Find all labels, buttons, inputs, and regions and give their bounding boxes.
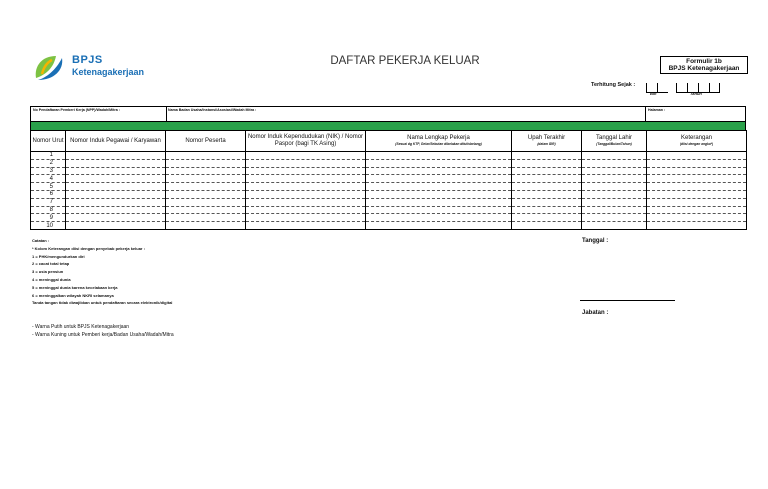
column-header-label: Nomor Induk Kependudukan (NIK) / Nomor Paspor (bagi TK Asing)	[247, 134, 364, 147]
table-cell[interactable]	[647, 159, 747, 167]
page-number-field-label[interactable]: Halaman :	[648, 108, 666, 112]
notes-heading: Catatan :	[32, 238, 50, 243]
row-number: 4	[31, 175, 66, 183]
column-header	[582, 131, 647, 152]
copies-notes	[32, 323, 174, 339]
table-cell[interactable]	[366, 198, 512, 206]
column-header	[66, 131, 166, 152]
table-cell[interactable]	[66, 206, 166, 214]
since-label: Terhitung Sejak :	[591, 82, 636, 88]
column-header-label: Nomor Urut	[32, 137, 64, 144]
column-header-label: Upah Terakhir	[527, 135, 566, 141]
column-header-note: (dalam IDR)	[537, 142, 556, 146]
table-cell[interactable]	[66, 183, 166, 191]
row-number: 5	[31, 183, 66, 191]
table-cell[interactable]	[582, 222, 647, 230]
table-cell[interactable]	[66, 190, 166, 198]
form-issuer: BPJS Ketenagakerjaan	[668, 65, 740, 72]
row-number: 1	[31, 152, 66, 160]
table-row	[31, 152, 747, 160]
table-header-row	[31, 131, 747, 152]
table-row	[31, 183, 747, 191]
table-cell[interactable]	[246, 183, 366, 191]
since-date-boxes[interactable]	[646, 80, 720, 98]
note-line: 5 = meninggal dunia karena kecelakaan kerja	[32, 284, 118, 290]
table-cell[interactable]	[246, 190, 366, 198]
column-header	[246, 131, 366, 152]
column-header-label: Nomor Peserta	[185, 137, 226, 144]
table-row	[31, 167, 747, 175]
table-cell[interactable]	[582, 159, 647, 167]
row-number: 7	[31, 198, 66, 206]
table-cell[interactable]	[512, 175, 582, 183]
column-header-label: Nomor Induk Pegawai / Karyawan	[70, 137, 161, 144]
table-cell[interactable]	[582, 190, 647, 198]
table-cell[interactable]	[647, 222, 747, 230]
table-cell[interactable]	[647, 152, 747, 160]
table-cell[interactable]	[582, 214, 647, 222]
logo-text-ketenagakerjaan: Ketenagakerjaan	[72, 67, 145, 77]
npp-field-label[interactable]: No Pendaftaran Pemberi Kerja (NPP)/Wadah/Mitra :	[33, 108, 120, 112]
table-cell[interactable]	[512, 214, 582, 222]
table-cell[interactable]	[166, 214, 246, 222]
employer-header-box	[30, 106, 746, 122]
table-cell[interactable]	[166, 206, 246, 214]
note-line: * Kolom Keterangan diisi dengan penyebab pekerja keluar :	[32, 245, 145, 251]
table-cell[interactable]	[647, 183, 747, 191]
table-row	[31, 222, 747, 230]
table-row	[31, 198, 747, 206]
table-row	[31, 190, 747, 198]
table-cell[interactable]	[582, 206, 647, 214]
table-cell[interactable]	[647, 206, 747, 214]
company-name-field-label[interactable]: Nama Badan Usaha/Instansi/Asosiasi/Wadah Mitra :	[168, 108, 257, 112]
table-row	[31, 214, 747, 222]
table-cell[interactable]	[366, 222, 512, 230]
table-cell[interactable]	[366, 175, 512, 183]
row-number: 6	[31, 190, 66, 198]
table-row	[31, 159, 747, 167]
table-cell[interactable]	[647, 214, 747, 222]
table-cell[interactable]	[66, 214, 166, 222]
table-cell[interactable]	[512, 167, 582, 175]
table-cell[interactable]	[366, 167, 512, 175]
table-row	[31, 175, 747, 183]
table-cell[interactable]	[512, 183, 582, 191]
table-cell[interactable]	[246, 175, 366, 183]
row-number: 2	[31, 159, 66, 167]
column-header	[31, 131, 66, 152]
table-cell[interactable]	[512, 152, 582, 160]
table-cell[interactable]	[647, 167, 747, 175]
row-number: 3	[31, 167, 66, 175]
column-header	[166, 131, 246, 152]
table-cell[interactable]	[246, 198, 366, 206]
table-cell[interactable]	[512, 190, 582, 198]
column-header-note: (Tanggal/Bulan/Tahun)	[596, 142, 632, 146]
table-cell[interactable]	[647, 175, 747, 183]
green-divider-bar	[30, 122, 746, 130]
logo-text-bpjs: BPJS	[72, 54, 103, 66]
table-cell[interactable]	[246, 214, 366, 222]
form-code-box	[660, 56, 748, 74]
note-line: 1 = PHK/mengundurkan diri	[32, 253, 85, 259]
table-cell[interactable]	[582, 152, 647, 160]
note-line: 6 = meninggalkan wilayah NKRI selamanya	[32, 292, 114, 298]
table-cell[interactable]	[647, 190, 747, 198]
table-cell[interactable]	[66, 175, 166, 183]
position-label: Jabatan :	[582, 310, 609, 316]
page-title: DAFTAR PEKERJA KELUAR	[330, 55, 480, 67]
table-cell[interactable]	[166, 167, 246, 175]
table-cell[interactable]	[66, 152, 166, 160]
table-cell[interactable]	[366, 190, 512, 198]
column-header-note: (Sesuai dg KTP, Gelar/Sebutan dibelakan ditulisbelang)	[395, 142, 482, 146]
table-cell[interactable]	[647, 198, 747, 206]
note-line: Tanda tangan tidak diwajibkan untuk pendaftaran secara elektronik/digital	[32, 300, 173, 306]
year-label: Tahun	[690, 91, 702, 96]
column-header-label: Nama Lengkap Pekerja	[407, 135, 470, 141]
signature-line[interactable]	[580, 300, 675, 301]
table-cell[interactable]	[366, 206, 512, 214]
table-cell[interactable]	[366, 152, 512, 160]
table-cell[interactable]	[246, 167, 366, 175]
table-cell[interactable]	[166, 159, 246, 167]
table-cell[interactable]	[582, 183, 647, 191]
table-cell[interactable]	[246, 152, 366, 160]
column-header	[512, 131, 582, 152]
form-code: Formulir 1b	[686, 58, 722, 65]
note-line: 2 = cacat total tetap	[32, 261, 70, 267]
table-cell[interactable]	[246, 206, 366, 214]
table-cell[interactable]	[246, 159, 366, 167]
table-cell[interactable]	[166, 152, 246, 160]
column-header-label: Tanggal Lahir	[595, 135, 633, 141]
month-label: Bln	[650, 91, 657, 96]
bpjs-leaf-icon	[32, 52, 68, 84]
column-header	[366, 131, 512, 152]
table-cell[interactable]	[582, 167, 647, 175]
table-cell[interactable]	[582, 198, 647, 206]
table-cell[interactable]	[512, 206, 582, 214]
column-header-note: (diisi dengan angka*)	[679, 142, 714, 146]
bpjs-logo	[32, 52, 182, 88]
table-cell[interactable]	[166, 190, 246, 198]
table-cell[interactable]	[166, 183, 246, 191]
table-row	[31, 206, 747, 214]
copy-note-white: - Warna Putih untuk BPJS Ketenagakerjaan	[32, 324, 130, 330]
row-number: 9	[31, 214, 66, 222]
table-cell[interactable]	[512, 222, 582, 230]
table-cell[interactable]	[582, 175, 647, 183]
worker-table	[30, 130, 747, 230]
table-cell[interactable]	[66, 222, 166, 230]
table-cell[interactable]	[166, 175, 246, 183]
table-cell[interactable]	[66, 167, 166, 175]
row-number: 8	[31, 206, 66, 214]
table-cell[interactable]	[66, 159, 166, 167]
copy-note-yellow: - Warna Kuning untuk Pemberi kerja/Badan Usaha/Wadah/Mitra	[32, 332, 174, 338]
table-cell[interactable]	[366, 183, 512, 191]
column-header	[647, 131, 747, 152]
date-label: Tanggal :	[582, 238, 609, 244]
table-cell[interactable]	[246, 222, 366, 230]
table-cell[interactable]	[366, 214, 512, 222]
column-header-label: Keterangan	[680, 135, 713, 141]
note-line: 4 = meninggal dunia	[32, 276, 71, 282]
table-cell[interactable]	[366, 159, 512, 167]
table-cell[interactable]	[512, 198, 582, 206]
table-cell[interactable]	[166, 222, 246, 230]
notes-block	[32, 237, 172, 307]
note-line: 3 = usia pensiun	[32, 269, 64, 275]
table-cell[interactable]	[512, 159, 582, 167]
table-cell[interactable]	[166, 198, 246, 206]
table-cell[interactable]	[66, 198, 166, 206]
row-number: 10	[31, 222, 66, 230]
